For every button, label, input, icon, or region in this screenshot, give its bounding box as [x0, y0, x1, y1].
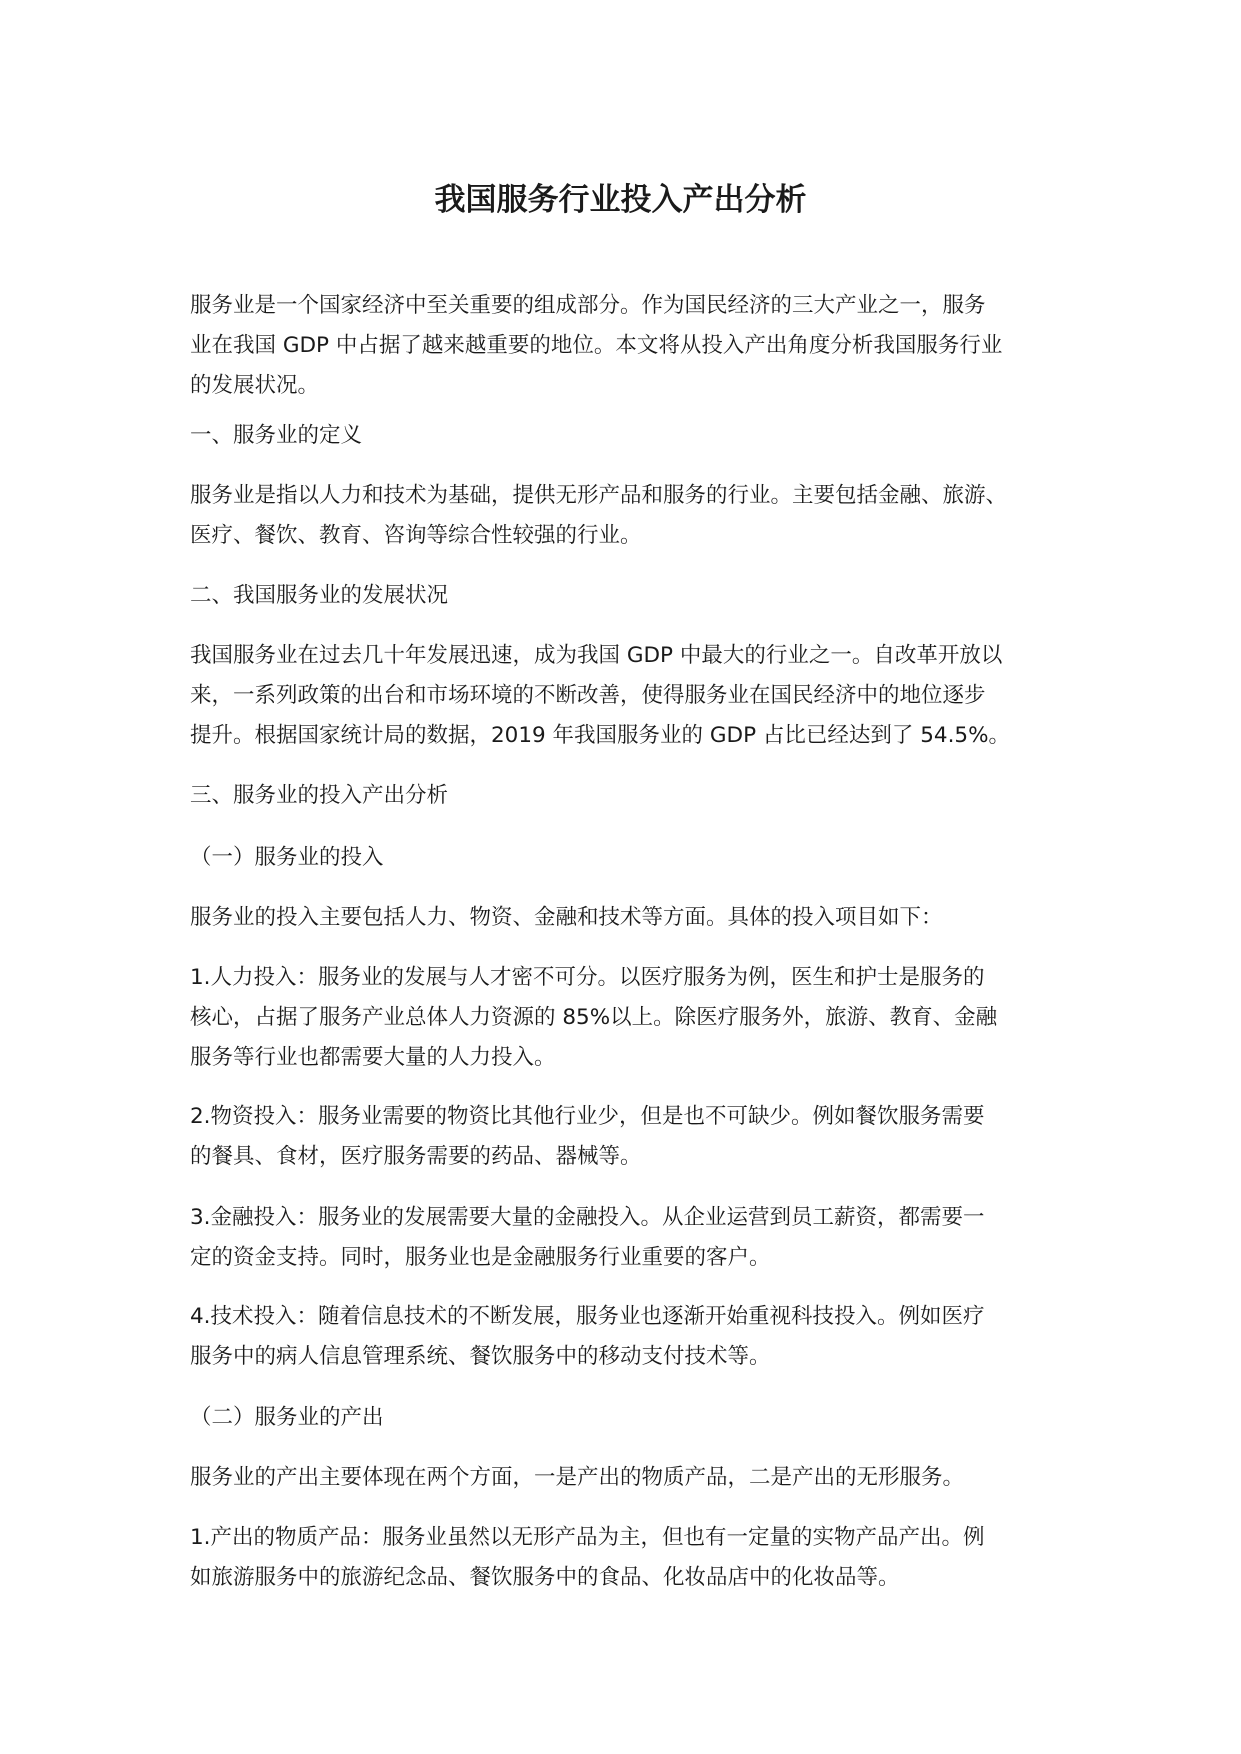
- section-heading-2: [190, 576, 1080, 616]
- subsection-heading-2: [190, 1398, 1080, 1438]
- text-line: 1.人力投入：服务业的发展与人才密不可分。以医疗服务为例，医生和护士是服务的: [190, 965, 985, 990]
- document-title: 我国服务行业投入产出分析: [434, 182, 807, 218]
- paragraph-intro: [190, 286, 1080, 406]
- paragraph-input-1: [190, 958, 1080, 1078]
- text-line: 来，一系列政策的出台和市场环境的不断改善，使得服务业在国民经济中的地位逐步: [190, 683, 986, 708]
- text-line: 我国服务业在过去几十年发展迅速，成为我国 GDP 中最大的行业之一。自改革开放以: [190, 643, 1003, 668]
- text-line: 定的资金支持。同时，服务业也是金融服务行业重要的客户。: [190, 1245, 771, 1270]
- text-line: （二）服务业的产出: [190, 1405, 384, 1430]
- text-line: 的餐具、食材，医疗服务需要的药品、器械等。: [190, 1144, 642, 1169]
- subsection-heading-1: [190, 838, 1080, 878]
- text-line: 业在我国 GDP 中占据了越来越重要的地位。本文将从投入产出角度分析我国服务行业: [190, 333, 1003, 358]
- paragraph-development: [190, 636, 1080, 756]
- text-line: 2.物资投入：服务业需要的物资比其他行业少，但是也不可缺少。例如餐饮服务需要: [190, 1104, 985, 1129]
- text-line: 4.技术投入：随着信息技术的不断发展，服务业也逐渐开始重视科技投入。例如医疗: [190, 1304, 985, 1329]
- text-line: 提升。根据国家统计局的数据，2019 年我国服务业的 GDP 占比已经达到了 54.5%。: [190, 723, 1011, 748]
- text-line: 一、服务业的定义: [190, 423, 363, 448]
- text-line: （一）服务业的投入: [190, 845, 384, 870]
- section-heading-3: [190, 776, 1080, 816]
- paragraph-input-2: [190, 1097, 1080, 1177]
- text-line: 1.产出的物质产品：服务业虽然以无形产品为主，但也有一定量的实物产品产出。例: [190, 1525, 985, 1550]
- paragraph-input-intro: [190, 898, 1080, 938]
- text-line: 服务等行业也都需要大量的人力投入。: [190, 1045, 556, 1070]
- text-line: 服务业是一个国家经济中至关重要的组成部分。作为国民经济的三大产业之一，服务: [190, 293, 986, 318]
- text-line: 服务业是指以人力和技术为基础，提供无形产品和服务的行业。主要包括金融、旅游、: [190, 483, 1008, 508]
- text-line: 三、服务业的投入产出分析: [190, 783, 449, 808]
- text-line: 3.金融投入：服务业的发展需要大量的金融投入。从企业运营到员工薪资，都需要一: [190, 1205, 985, 1230]
- section-heading-1: [190, 416, 1080, 456]
- paragraph-output-1: [190, 1518, 1080, 1598]
- text-line: 核心，占据了服务产业总体人力资源的 85%以上。除医疗服务外，旅游、教育、金融: [190, 1005, 998, 1030]
- text-line: 的发展状况。: [190, 373, 320, 398]
- text-line: 服务中的病人信息管理系统、餐饮服务中的移动支付技术等。: [190, 1344, 771, 1369]
- text-line: 医疗、餐饮、教育、咨询等综合性较强的行业。: [190, 523, 642, 548]
- paragraph-input-3: [190, 1198, 1080, 1278]
- text-line: 如旅游服务中的旅游纪念品、餐饮服务中的食品、化妆品店中的化妆品等。: [190, 1565, 900, 1590]
- paragraph-output-intro: [190, 1458, 1080, 1498]
- paragraph-definition: [190, 476, 1080, 556]
- text-line: 二、我国服务业的发展状况: [190, 583, 449, 608]
- text-line: 服务业的投入主要包括人力、物资、金融和技术等方面。具体的投入项目如下：: [190, 905, 943, 930]
- paragraph-input-4: [190, 1297, 1080, 1377]
- text-line: 服务业的产出主要体现在两个方面，一是产出的物质产品，二是产出的无形服务。: [190, 1465, 965, 1490]
